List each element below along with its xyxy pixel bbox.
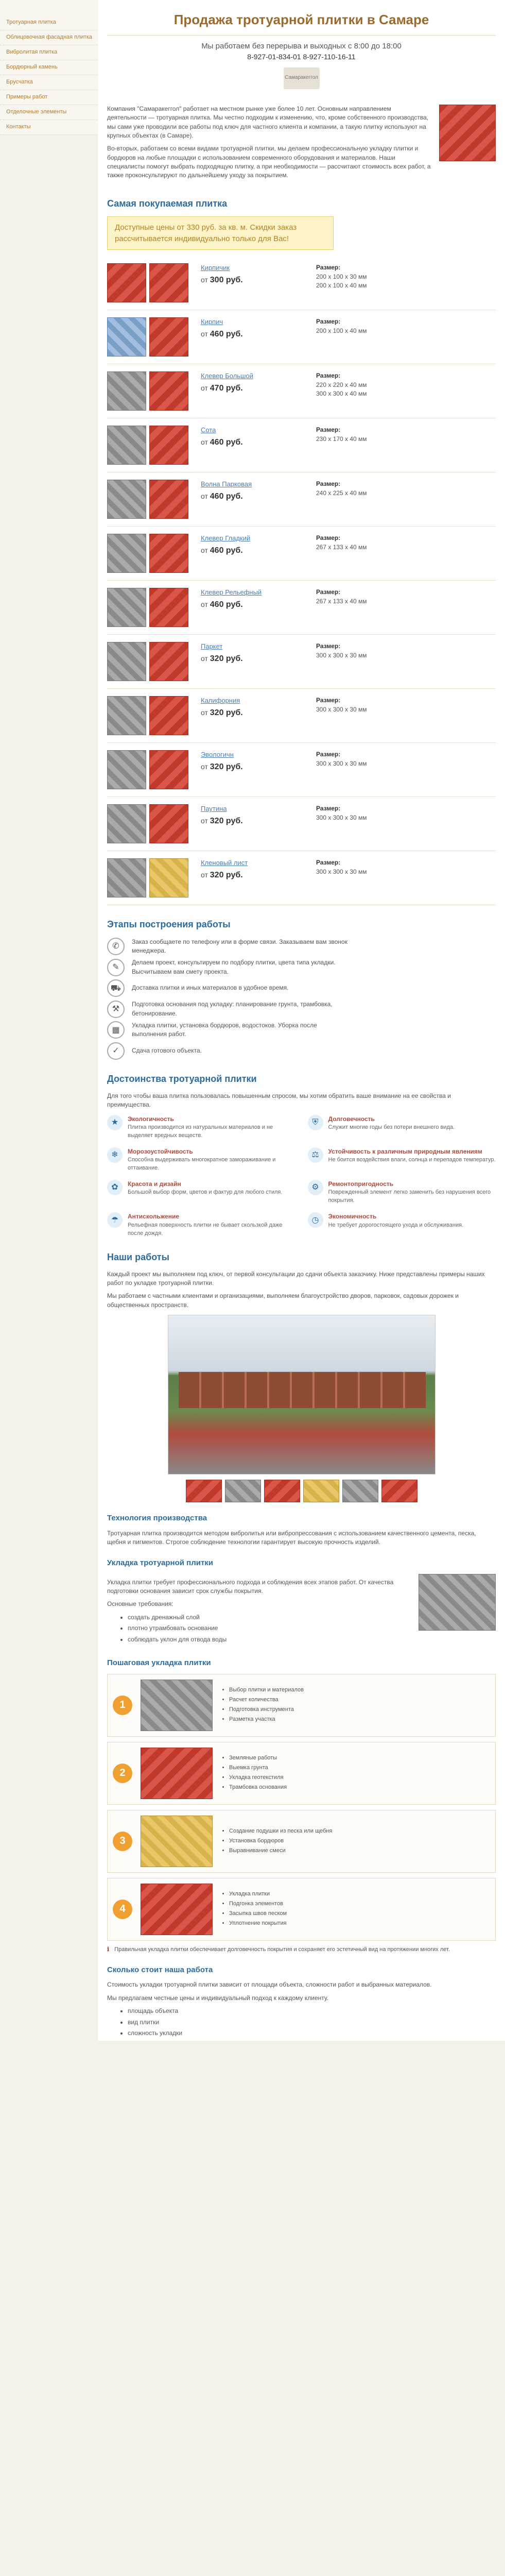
product-image[interactable] <box>149 804 188 843</box>
product-info <box>201 858 304 881</box>
stage-icon: ▦ <box>107 1021 125 1039</box>
price-value: 320 руб. <box>210 654 243 664</box>
product-size: 300 x 300 x 40 мм <box>316 390 367 398</box>
product-size: 200 x 100 x 40 мм <box>316 327 367 334</box>
advantage-title: Красота и дизайн <box>128 1180 181 1188</box>
product-row <box>107 472 496 527</box>
stage-text: Заказ сообщаете по телефону или в форме связи. Заказываем вам звонок менеджера. <box>132 938 347 954</box>
product-info <box>201 263 304 286</box>
work-stages-list <box>107 938 496 1060</box>
size-label: Размер: <box>316 264 341 272</box>
advantage-title: Долговечность <box>328 1115 375 1123</box>
product-info <box>201 750 304 773</box>
product-image[interactable] <box>107 696 146 735</box>
product-sizes <box>316 371 409 398</box>
product-row <box>107 527 496 581</box>
gallery-thumb[interactable] <box>381 1480 417 1502</box>
product-images <box>107 534 188 573</box>
price-prefix: от <box>201 276 208 284</box>
price-prefix: от <box>201 438 208 447</box>
product-image[interactable] <box>149 588 188 627</box>
product-size: 220 x 220 x 40 мм <box>316 381 367 388</box>
product-images <box>107 804 188 843</box>
product-name[interactable]: Кирпичик <box>201 264 230 272</box>
advantage-desc: Плитка производится из натуральных материалов и не выделяет вредных веществ. <box>128 1124 273 1139</box>
technology-heading: Технология производства <box>107 1514 207 1523</box>
size-label: Размер: <box>316 372 341 380</box>
product-row <box>107 256 496 310</box>
stage-icon: ⛟ <box>107 979 125 997</box>
list-item: • Укладка плитки <box>229 1890 287 1899</box>
price-prefix: от <box>201 654 208 663</box>
advantage-item <box>107 1115 295 1140</box>
product-price <box>201 436 304 448</box>
sidebar-item-facade[interactable]: Облицовочная фасадная плитка <box>0 30 98 45</box>
product-sizes <box>316 426 409 444</box>
list-item: • Трамбовка основания <box>229 1784 287 1792</box>
price-value: 460 руб. <box>210 546 243 555</box>
product-image[interactable] <box>149 534 188 573</box>
advantage-icon: ⚖ <box>308 1147 323 1163</box>
product-images <box>107 263 188 302</box>
price-prefix: от <box>201 384 208 393</box>
product-row <box>107 851 496 905</box>
laying-stage <box>107 1878 496 1941</box>
work-stage-item <box>107 1042 496 1060</box>
advantage-icon: ☂ <box>107 1212 123 1228</box>
product-image[interactable] <box>149 750 188 789</box>
product-name[interactable]: Калифорния <box>201 697 240 705</box>
list-item: • площадь объекта <box>128 2007 496 2015</box>
stage-number: 4 <box>113 1900 132 1919</box>
price-value: 460 руб. <box>210 492 243 501</box>
list-item: • соблюдать уклон для отвода воды <box>128 1635 411 1644</box>
intro-paragraph-1: Компания "Самаракеггол" работает на местном рынке уже более 10 лет. Основным направлением деятельности — тротуарная плитка. Мы честно подходим к изменению, что, кроме собственного производства, мы сами уже проводили все работы под ключ для частного клиента и компании, а такую плитку используют на крупных объектах (в Самаре). <box>107 105 429 139</box>
laying-stage <box>107 1810 496 1873</box>
size-label: Размер: <box>316 426 341 434</box>
advantage-title: Ремонтопригодность <box>328 1180 393 1188</box>
product-sizes <box>316 317 409 335</box>
product-info <box>201 696 304 719</box>
advantage-item <box>308 1115 496 1140</box>
laying-stage <box>107 1674 496 1737</box>
size-label: Размер: <box>316 751 341 758</box>
product-images <box>107 480 188 519</box>
size-label: Размер: <box>316 588 341 596</box>
stage-lines <box>229 1889 287 1929</box>
product-name[interactable]: Клевер Рельефный <box>201 588 262 597</box>
work-stage-item <box>107 958 496 976</box>
advantages-grid <box>107 1115 496 1238</box>
stages-note <box>107 1946 496 1954</box>
gallery-thumb[interactable] <box>186 1480 222 1502</box>
stage-icon: ✓ <box>107 1042 125 1060</box>
product-image[interactable] <box>149 371 188 411</box>
product-price <box>201 274 304 286</box>
stage-icon: ✆ <box>107 938 125 955</box>
product-images <box>107 371 188 411</box>
stage-lines <box>229 1826 332 1857</box>
price-value: 460 руб. <box>210 330 243 339</box>
product-price <box>201 382 304 394</box>
product-image[interactable] <box>107 263 146 302</box>
advantage-desc: Поврежденный элемент легко заменить без нарушения всего покрытия. <box>328 1189 491 1204</box>
product-info <box>201 534 304 556</box>
stage-lines <box>229 1685 304 1725</box>
list-item: • сложность укладки <box>128 2029 496 2038</box>
price-prefix: от <box>201 708 208 717</box>
product-image[interactable] <box>149 263 188 302</box>
logo <box>284 67 320 89</box>
cost-paragraph-2: Мы предлагаем честные цены и индивидуальный подход к каждому клиенту. <box>107 1994 329 2002</box>
advantage-title: Морозоустойчивость <box>128 1147 193 1155</box>
price-value: 320 руб. <box>210 871 243 880</box>
popular-heading: Самая покупаемая плитка <box>107 198 228 209</box>
product-row <box>107 797 496 851</box>
product-info <box>201 371 304 394</box>
sidebar-item-finishing[interactable]: Отделочные элементы <box>0 105 98 120</box>
laying-paragraph-1: Укладка плитки требует профессионального подхода и соблюдения всех этапов работ. От качества подготовки основания зависит срок службы покрытия. <box>107 1578 394 1595</box>
product-price <box>201 328 304 340</box>
advantage-desc: Рельефная поверхность плитки не бывает скользкой даже после дождя. <box>128 1222 283 1236</box>
list-item: • плотно утрамбовать основание <box>128 1624 411 1633</box>
product-size: 267 x 133 x 40 мм <box>316 543 367 551</box>
product-info <box>201 804 304 827</box>
fence-illustration <box>179 1372 426 1408</box>
list-item: • Уплотнение покрытия <box>229 1920 287 1928</box>
price-value: 460 руб. <box>210 600 243 609</box>
sidebar <box>0 0 98 135</box>
list-item: • Земляные работы <box>229 1754 287 1762</box>
size-label: Размер: <box>316 697 341 704</box>
work-stages-heading: Этапы построения работы <box>107 919 231 930</box>
stage-number: 2 <box>113 1764 132 1783</box>
work-stage-item <box>107 1021 496 1039</box>
product-sizes <box>316 696 409 714</box>
product-name[interactable]: Кирпич <box>201 318 223 326</box>
advantage-desc: Способна выдерживать многократное замораживание и оттаивание. <box>128 1157 276 1172</box>
advantage-icon: ⛨ <box>308 1115 323 1130</box>
product-row <box>107 581 496 635</box>
works-heading: Наши работы <box>107 1251 169 1262</box>
product-image[interactable] <box>107 858 146 897</box>
product-size: 300 x 300 x 30 мм <box>316 705 367 713</box>
stage-image <box>141 1680 213 1731</box>
advantage-title: Экономичность <box>328 1213 377 1221</box>
size-label: Размер: <box>316 318 341 326</box>
advantage-desc: Большой выбор форм, цветов и фактур для любого стиля. <box>128 1189 283 1196</box>
product-info <box>201 642 304 665</box>
product-image[interactable] <box>149 696 188 735</box>
list-item: • Подготовка инструмента <box>229 1706 304 1714</box>
product-name[interactable]: Клевер Большой <box>201 372 253 380</box>
product-row <box>107 635 496 689</box>
stage-text: Сдача готового объекта. <box>132 1046 202 1054</box>
product-info <box>201 317 304 340</box>
sidebar-item-examples[interactable]: Примеры работ <box>0 90 98 105</box>
list-item: • Выравнивание смеси <box>229 1847 332 1855</box>
list-item: • Выемка грунта <box>229 1764 287 1772</box>
price-value: 320 руб. <box>210 817 243 826</box>
product-name[interactable]: Клевер Гладкий <box>201 534 251 543</box>
list-item: • Подгонка элементов <box>229 1900 287 1908</box>
list-item: • Укладка геотекстиля <box>229 1774 287 1782</box>
sidebar-item-contacts[interactable]: Контакты <box>0 120 98 135</box>
cost-bullets <box>128 2007 496 2038</box>
product-sizes <box>316 642 409 660</box>
product-sizes <box>316 858 409 876</box>
page-header <box>107 0 496 99</box>
product-size: 240 x 225 x 40 мм <box>316 489 367 497</box>
product-row <box>107 689 496 743</box>
price-value: 320 руб. <box>210 708 243 718</box>
advantage-icon: ★ <box>107 1115 123 1130</box>
sidebar-item-paving[interactable]: Тротуарная плитка <box>0 15 98 30</box>
list-item: • Выбор плитки и материалов <box>229 1686 304 1694</box>
product-size: 200 x 100 x 30 мм <box>316 273 367 280</box>
stage-image <box>141 1748 213 1799</box>
size-label: Размер: <box>316 480 341 488</box>
product-price <box>201 545 304 556</box>
price-prefix: от <box>201 871 208 879</box>
stage-image <box>141 1816 213 1867</box>
work-stage-item <box>107 979 496 997</box>
product-sizes <box>316 534 409 552</box>
product-sizes <box>316 804 409 822</box>
stage-icon: ✎ <box>107 959 125 976</box>
laying-paragraph-2: Основные требования: <box>107 1600 173 1608</box>
advantages-heading: Достоинства тротуарной плитки <box>107 1073 257 1084</box>
works-paragraph-2: Мы работаем с частными клиентами и организациями, выполняем благоустройство дворов, парковок, садовых дорожек и общественных пространств. <box>107 1292 459 1309</box>
main-content <box>98 0 505 2041</box>
price-value: 460 руб. <box>210 438 243 447</box>
product-price <box>201 869 304 881</box>
stage-number: 3 <box>113 1832 132 1851</box>
laying-heading: Укладка тротуарной плитки <box>107 1558 214 1567</box>
advantage-title: Устойчивость к различным природным явлениям <box>328 1147 482 1155</box>
list-item: • Засыпка швов песком <box>229 1910 287 1918</box>
gallery-thumbnails <box>107 1480 496 1502</box>
advantage-item <box>308 1212 496 1238</box>
product-sizes <box>316 480 409 498</box>
laying-stage <box>107 1742 496 1805</box>
laying-image <box>419 1574 496 1631</box>
product-image[interactable] <box>107 317 146 357</box>
list-item: • Создание подушки из песка или щебня <box>229 1827 332 1836</box>
advantage-item <box>308 1147 496 1173</box>
advantage-icon: ❄ <box>107 1147 123 1163</box>
product-price <box>201 815 304 827</box>
product-size: 300 x 300 x 30 мм <box>316 651 367 659</box>
advantage-title: Антискольжение <box>128 1213 180 1221</box>
product-name[interactable]: Кленовый лист <box>201 859 248 867</box>
product-row <box>107 418 496 472</box>
advantage-item <box>308 1180 496 1205</box>
product-size: 300 x 300 x 30 мм <box>316 868 367 875</box>
product-size: 300 x 300 x 30 мм <box>316 814 367 821</box>
advantage-title: Экологичность <box>128 1115 174 1123</box>
product-name[interactable]: Паутина <box>201 805 227 813</box>
product-price <box>201 653 304 665</box>
stage-lines <box>229 1753 287 1793</box>
product-name[interactable]: Паркет <box>201 642 223 651</box>
gallery-thumb[interactable] <box>342 1480 378 1502</box>
promo-box: Доступные цены от 330 руб. за кв. м. Скидки заказ рассчитывается индивидуально только для Вас! <box>107 216 334 250</box>
product-list <box>107 256 496 905</box>
advantage-icon: ⚙ <box>308 1180 323 1195</box>
cost-heading: Сколько стоит наша работа <box>107 1965 213 1974</box>
price-prefix: от <box>201 330 208 338</box>
product-info <box>201 588 304 611</box>
laying-bullets <box>128 1613 411 1644</box>
advantage-desc: Служит многие годы без потери внешнего вида. <box>328 1124 455 1130</box>
sidebar-item-vibro[interactable]: Вибролитая плитка <box>0 45 98 60</box>
product-images <box>107 588 188 627</box>
product-sizes <box>316 588 409 606</box>
stages-note-text: Правильная укладка плитки обеспечивает долговечность покрытия и сохраняет его эстетичный вид на протяжении многих лет. <box>114 1946 450 1953</box>
stage-image <box>141 1884 213 1935</box>
work-hours: Мы работаем без перерыва и выходных с 8:00 до 18:00 <box>201 41 402 50</box>
advantage-desc: Не боится воздействия влаги, солнца и перепадов температур. <box>328 1157 496 1163</box>
product-price <box>201 707 304 719</box>
size-label: Размер: <box>316 859 341 867</box>
product-images <box>107 750 188 789</box>
product-price <box>201 490 304 502</box>
size-label: Размер: <box>316 805 341 812</box>
technology-paragraph: Тротуарная плитка производится методом вибролитья или вибропрессования с использованием качественного цемента, песка, щебня и пигментов. Строгое соблюдение технологии гарантирует высокую прочность изделий. <box>107 1530 476 1546</box>
product-row <box>107 310 496 364</box>
advantage-item <box>107 1212 295 1238</box>
product-size: 267 x 133 x 40 мм <box>316 597 367 605</box>
product-size: 200 x 100 x 40 мм <box>316 282 367 290</box>
work-stage-item <box>107 1000 496 1018</box>
work-stage-item <box>107 938 496 956</box>
list-item: • создать дренажный слой <box>128 1613 411 1622</box>
size-label: Размер: <box>316 534 341 542</box>
product-image[interactable] <box>107 804 146 843</box>
phone-numbers[interactable]: 8-927-01-834-01 8-927-110-16-11 <box>247 53 356 61</box>
cost-paragraph-1: Стоимость укладки тротуарной плитки зависит от площади объекта, сложности работ и выбранных материалов. <box>107 1981 432 1989</box>
advantage-desc: Не требует дорогостоящего ухода и обслуживания. <box>328 1222 464 1228</box>
product-row <box>107 743 496 797</box>
sidebar-item-bricks[interactable]: Брусчатка <box>0 75 98 90</box>
advantage-icon: ✿ <box>107 1180 123 1195</box>
product-price <box>201 599 304 611</box>
stage-text: Подготовка основания под укладку: планирование грунта, трамбовка, бетонирование. <box>132 1001 333 1017</box>
stage-text: Укладка плитки, установка бордюров, водостоков. Уборка после выполнения работ. <box>132 1021 317 1038</box>
product-sizes <box>316 263 409 290</box>
price-prefix: от <box>201 817 208 825</box>
advantage-icon: ◷ <box>308 1212 323 1228</box>
list-item: • вид плитки <box>128 2018 496 2027</box>
product-image[interactable] <box>107 642 146 681</box>
price-prefix: от <box>201 546 208 555</box>
price-prefix: от <box>201 762 208 771</box>
stages-heading: Пошаговая укладка плитки <box>107 1658 211 1667</box>
list-item: • Установка бордюров <box>229 1837 332 1845</box>
list-item: • Разметка участка <box>229 1716 304 1724</box>
logo-text: Самаракеггол <box>285 75 318 81</box>
product-image[interactable] <box>107 588 146 627</box>
product-image[interactable] <box>149 642 188 681</box>
gallery-thumb[interactable] <box>264 1480 300 1502</box>
sidebar-item-curb[interactable]: Бордюрный камень <box>0 60 98 75</box>
stages-list <box>107 1674 496 1941</box>
gallery-thumb[interactable] <box>303 1480 339 1502</box>
price-value: 320 руб. <box>210 762 243 772</box>
gallery-main-photo[interactable] <box>168 1315 436 1475</box>
advantages-intro: Для того чтобы ваша плитка пользовалась повышенным спросом, мы хотим обратить ваше внимание на ее свойства и преимущества. <box>107 1092 451 1109</box>
size-label: Размер: <box>316 642 341 650</box>
product-image[interactable] <box>149 317 188 357</box>
intro-image <box>439 105 496 161</box>
page-title: Продажа тротуарной плитки в Самаре <box>107 10 496 36</box>
product-image[interactable] <box>107 426 146 465</box>
product-images <box>107 426 188 465</box>
product-price <box>201 761 304 773</box>
product-info <box>201 480 304 502</box>
product-image[interactable] <box>149 426 188 465</box>
price-value: 300 руб. <box>210 276 243 285</box>
advantage-item <box>107 1147 295 1173</box>
stage-icon: ⚒ <box>107 1001 125 1018</box>
product-images <box>107 696 188 735</box>
product-image[interactable] <box>107 750 146 789</box>
info-icon: ℹ <box>107 1946 110 1953</box>
product-image[interactable] <box>149 858 188 897</box>
product-image[interactable] <box>107 480 146 519</box>
price-prefix: от <box>201 600 208 609</box>
product-images <box>107 317 188 357</box>
list-item: • Расчет количества <box>229 1696 304 1704</box>
product-name[interactable]: Сота <box>201 426 216 434</box>
intro <box>107 105 496 184</box>
product-name[interactable]: Эвологичн <box>201 751 234 759</box>
advantage-item <box>107 1180 295 1205</box>
product-size: 230 x 170 x 40 мм <box>316 435 367 443</box>
works-paragraph-1: Каждый проект мы выполняем под ключ, от первой консультации до сдачи объекта заказчику. Ниже представлены примеры наших работ по укладке тротуарной плитки. <box>107 1270 485 1287</box>
product-images <box>107 858 188 897</box>
product-image[interactable] <box>107 534 146 573</box>
laying-block <box>107 1574 496 1647</box>
product-name[interactable]: Волна Парковая <box>201 480 252 488</box>
intro-paragraph-2: Во-вторых, работаем со всеми видами тротуарной плитки, мы делаем профессиональную укладку плитки и бордюров на любые площадки с использованием современного оборудования и материалов. Наши специалисты помогут выбрать подходящую плитку, а при необходимости — рассчитают стоимость всех работ, а также проконсультируют по дальнейшему уходу за покрытием. <box>107 145 431 179</box>
product-info <box>201 426 304 448</box>
stage-text: Доставка плитки и иных материалов в удобное время. <box>132 984 289 992</box>
price-value: 470 руб. <box>210 384 243 393</box>
product-image[interactable] <box>107 371 146 411</box>
product-image[interactable] <box>149 480 188 519</box>
stage-text: Делаем проект, консультируем по подбору плитки, цвета типа укладки. Высчитываем вам смету проекта. <box>132 959 336 975</box>
stage-number: 1 <box>113 1696 132 1715</box>
gallery-thumb[interactable] <box>225 1480 261 1502</box>
price-prefix: от <box>201 492 208 501</box>
product-images <box>107 642 188 681</box>
product-size: 300 x 300 x 30 мм <box>316 759 367 767</box>
product-sizes <box>316 750 409 768</box>
product-row <box>107 364 496 418</box>
